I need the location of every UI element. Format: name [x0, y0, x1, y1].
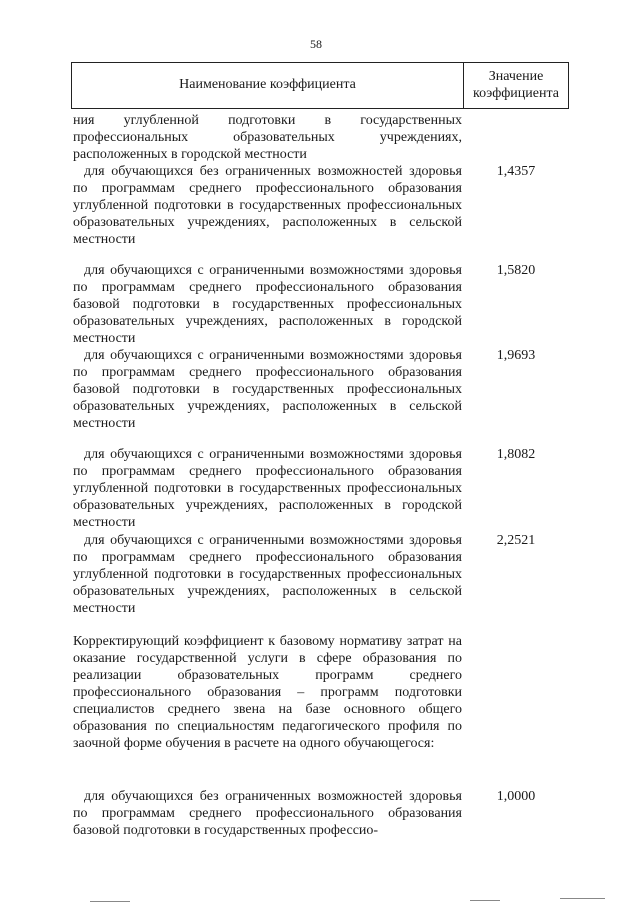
scan-artifact [90, 901, 130, 902]
header-divider [71, 108, 569, 109]
scan-artifact [470, 900, 500, 901]
row-value: 1,5820 [496, 263, 536, 278]
scan-artifact [560, 898, 605, 899]
row-continuation-text: ния углубленной подготовки в государственных профессиональных образовательных учреждениях, расположенных в городской местности [73, 113, 462, 162]
row-text: для обучающихся с ограниченными возможностями здоровья по программам среднего профессионального образования базовой подготовки в государственных профессиональных образовательных учреждениях, расположенных в сельской местности [73, 348, 462, 431]
row-text: для обучающихся с ограниченными возможностями здоровья по программам среднего профессионального образования углубленной подготовки в государственных профессиональных образовательных учреждениях, расположенных в сельской местности [73, 533, 462, 616]
row-text: для обучающихся без ограниченных возможностей здоровья по программам среднего профессионального образования углубленной подготовки в государственных профессиональных образовательных учреждениях, расположенных в сельской местности [73, 164, 462, 247]
row-text: для обучающихся без ограниченных возможностей здоровья по программам среднего профессионального образования базовой подготовки в государственных профессио- [73, 789, 462, 838]
row-value: 2,2521 [496, 533, 536, 548]
header-coefficient-name: Наименование коэффициента [179, 77, 356, 92]
row-value: 1,4357 [496, 164, 536, 179]
row-value: 1,9693 [496, 348, 536, 363]
row-text: для обучающихся с ограниченными возможностями здоровья по программам среднего профессионального образования углубленной подготовки в государственных профессиональных образовательных учреждениях, расположенных в городской местности [73, 447, 462, 530]
section-heading-text: Корректирующий коэффициент к базовому нормативу затрат на оказание государственной услуги в сфере образования по реализации образовательных программ среднего профессионального образования – программ подготовки специалистов среднего звена на базе основного общего образования по специальностям педагогического профиля по заочной форме обучения в расчете на одного обучающегося: [73, 634, 462, 751]
header-coefficient-value: Значение коэффициента [473, 69, 559, 101]
page-number: 58 [310, 37, 322, 51]
row-value: 1,8082 [496, 447, 536, 462]
row-text: для обучающихся с ограниченными возможностями здоровья по программам среднего профессионального образования базовой подготовки в государственных профессиональных образовательных учреждениях, расположенных в городской местности [73, 263, 462, 346]
row-value: 1,0000 [496, 789, 536, 804]
